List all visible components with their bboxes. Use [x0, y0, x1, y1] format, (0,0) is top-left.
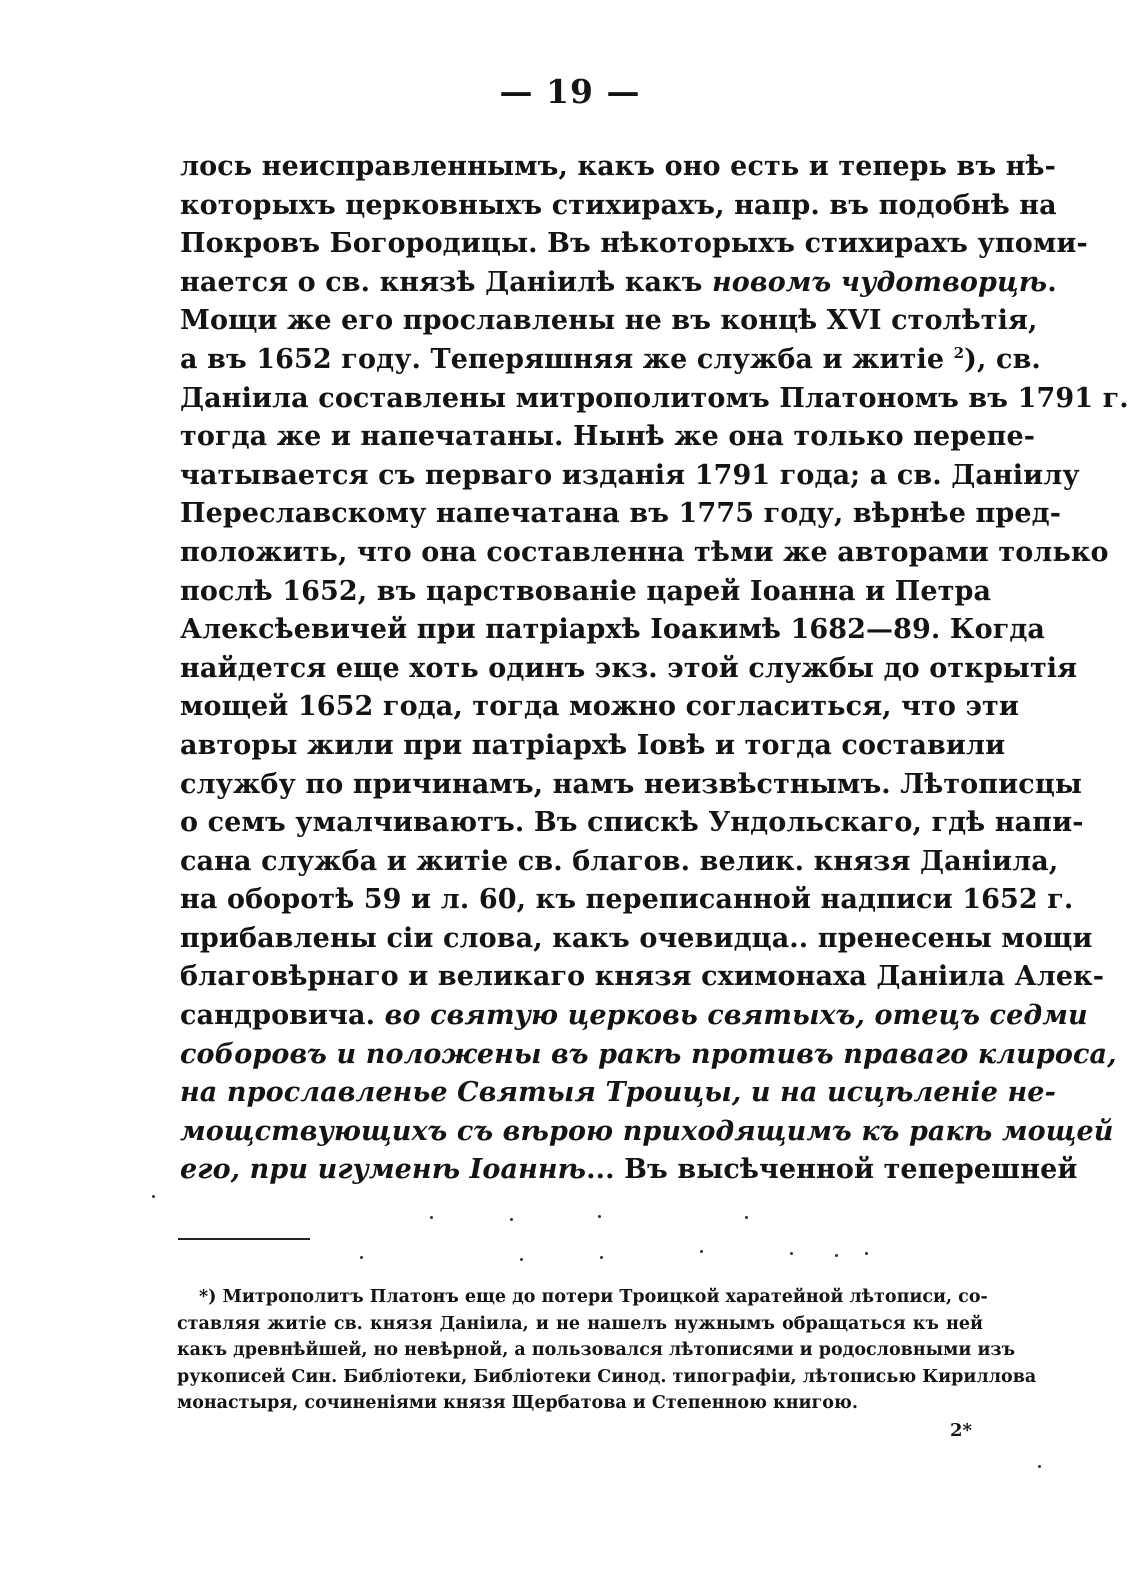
text-run: благовѣрнаго и великаго князя схимонаха Даніила Алек-: [180, 961, 1105, 993]
speck: [510, 1218, 513, 1221]
footnote-line: рукописей Син. Библіотеки, Библіотеки Синод. типографіи, лѣтописью Кириллова: [177, 1366, 1037, 1387]
text-line: [180, 225, 1088, 264]
text-run: ... Въ высѣченной теперешней: [586, 1154, 1078, 1186]
text-run: нается о св. князѣ Даніилѣ какъ: [180, 266, 712, 298]
text-run: Покровъ Богородицы. Въ нѣкоторыхъ стихирахъ упоми-: [180, 228, 1088, 260]
text-line: [180, 1036, 1117, 1075]
text-line: [180, 843, 1059, 882]
text-line: [180, 495, 1062, 534]
signature-mark: 2*: [950, 1420, 972, 1441]
text-run: а въ 1652 году. Теперяшняя же служба и житіе: [180, 343, 954, 375]
text-line: [180, 380, 1129, 419]
text-run: мощей 1652 года, тогда можно согласиться, что эти: [180, 691, 1019, 723]
italic-run: на прославленье Святыя Троицы, и на исцѣленіе не-: [180, 1077, 1056, 1109]
footnote-line: какъ древнѣйшей, но невѣрной, а пользовался лѣтописями и родословными изъ: [177, 1340, 1016, 1360]
speck: [790, 1252, 793, 1255]
text-run: Переславскому напечатана въ 1775 году, вѣрнѣе пред-: [180, 498, 1062, 530]
text-run: послѣ 1652, въ царствованіе царей Іоанна и Петра: [180, 575, 992, 607]
text-line: [180, 1151, 1078, 1190]
text-run: которыхъ церковныхъ стихирахъ, напр. въ подобнѣ на: [180, 189, 1057, 221]
speck: [835, 1254, 838, 1257]
text-run: чатывается съ перваго изданія 1791 года; а св. Даніилу: [180, 459, 1080, 491]
speck: [152, 1195, 155, 1198]
speck: [430, 1216, 433, 1219]
speck: [360, 1256, 363, 1259]
text-line: [180, 804, 1084, 843]
text-run: службу по причинамъ, намъ неизвѣстнымъ. Лѣтописцы: [180, 768, 1083, 800]
text-line: [180, 573, 992, 612]
text-run: Мощи же его прославлены не въ концѣ XVI столѣтія,: [180, 305, 1038, 337]
text-run: .: [1047, 266, 1057, 298]
speck: [600, 1256, 603, 1259]
speck: [1038, 1465, 1041, 1468]
text-line: [180, 881, 1074, 920]
text-run: сандровича.: [180, 1000, 385, 1032]
footnote-divider: [178, 1238, 310, 1240]
italic-run: новомъ чудотворцѣ: [711, 266, 1048, 298]
main-text: [180, 148, 1129, 1190]
speck: [700, 1250, 703, 1253]
page-number: — 19 —: [499, 72, 641, 111]
text-run: тогда же и напечатаны. Нынѣ же она только перепе-: [180, 421, 1036, 453]
text-line: [180, 611, 1046, 650]
footnote-reference: 2: [953, 343, 965, 362]
footnote-line: монастыря, сочиненіями князя Щербатова и Степенною книгою.: [177, 1393, 858, 1413]
italic-run: во святую церковь святыхъ, отецъ седми: [384, 1000, 1088, 1032]
text-line: [180, 341, 1041, 380]
text-line: [180, 997, 1088, 1036]
text-run: Даніила составлены митрополитомъ Платономъ въ 1791 г.: [180, 382, 1129, 414]
text-run: о семъ умалчиваютъ. Въ спискѣ Ундольскаго, гдѣ напи-: [180, 807, 1084, 839]
italic-run: его, при игуменѣ Іоаннѣ: [180, 1154, 587, 1186]
text-run: прибавлены сіи слова, какъ очевидца.. пренесены мощи: [180, 922, 1093, 954]
text-line: [180, 727, 1006, 766]
italic-run: мощствующихъ съ вѣрою приходящимъ къ ракѣ мощей: [180, 1115, 1114, 1147]
speck: [865, 1252, 868, 1255]
italic-run: соборовъ и положены въ ракѣ противъ праваго клироса,: [180, 1038, 1117, 1070]
text-line: [180, 766, 1083, 805]
text-line: [180, 958, 1105, 997]
footnote: [177, 1284, 1037, 1417]
text-run: сана служба и житіе св. благов. велик. князя Даніила,: [180, 845, 1059, 877]
text-run: авторы жили при патріархѣ Іовѣ и тогда составили: [180, 729, 1006, 761]
speck: [745, 1216, 748, 1219]
text-line: [180, 302, 1038, 341]
text-line: [180, 148, 1056, 187]
text-line: [180, 1074, 1056, 1113]
text-line: [180, 457, 1080, 496]
text-run: на оборотѣ 59 и л. 60, къ переписанной надписи 1652 г.: [180, 884, 1074, 916]
text-line: [180, 650, 1078, 689]
text-run: Алексѣевичей при патріархѣ Іоакимѣ 1682—89. Когда: [180, 614, 1046, 646]
footnote-line: *) Митрополитъ Платонъ еще до потери Троицкой харатейной лѣтописи, со-: [199, 1287, 988, 1307]
text-run: найдется еще хоть одинъ экз. этой службы до открытія: [180, 652, 1078, 684]
text-run: положить, что она составленна тѣми же авторами только: [180, 536, 1109, 568]
text-run: лось неисправленнымъ, какъ оно есть и теперь въ нѣ-: [180, 151, 1056, 182]
text-line: [180, 688, 1019, 727]
text-line: [180, 418, 1036, 457]
text-line: [180, 264, 1057, 303]
speck: [520, 1258, 523, 1261]
footnote-line: ставляя житіе св. князя Даніила, и не нашелъ нужнымъ обращаться къ ней: [177, 1313, 983, 1334]
text-run: ), св.: [964, 343, 1041, 375]
text-line: [180, 920, 1093, 959]
text-line: [180, 1113, 1114, 1152]
speck: [598, 1215, 601, 1218]
text-line: [180, 187, 1057, 226]
text-line: [180, 534, 1109, 573]
